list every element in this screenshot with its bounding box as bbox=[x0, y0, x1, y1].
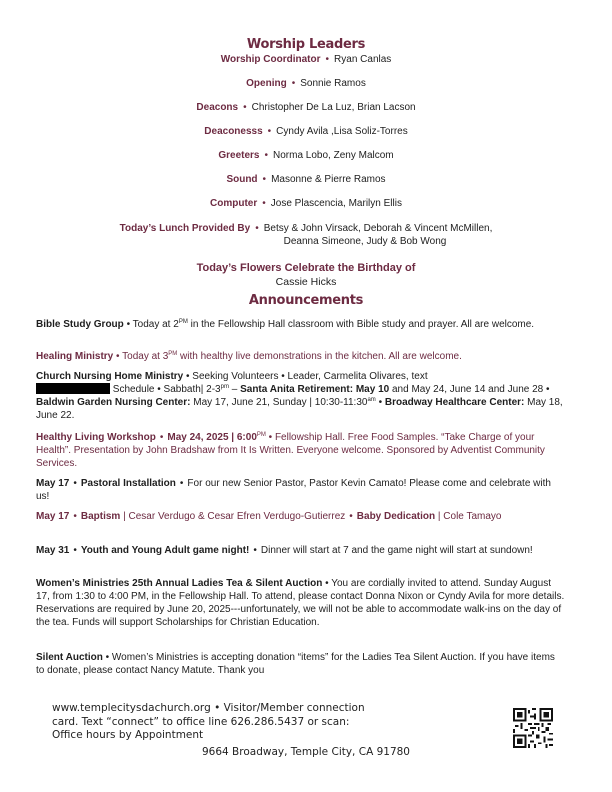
leader-row-greeters: Greeters • Norma Lobo, Zeny Malcom bbox=[218, 150, 394, 161]
announcement-heading: Healthy Living Workshop bbox=[36, 432, 156, 443]
announcement-youth-game-night: May 31 • Youth and Young Adult game night! • Dinner will start at 7 and the game night will start at sundown! bbox=[36, 545, 533, 556]
leader-role: Deaconesss bbox=[204, 126, 263, 137]
leader-row-lunch: Today’s Lunch Provided By • Betsy & John Virsack, Deborah & Vincent McMillen, Deanna Simeone, Judy & Bob Wong bbox=[119, 223, 493, 247]
leader-names: Ryan Canlas bbox=[334, 54, 392, 65]
flowers-title: Today’s Flowers Celebrate the Birthday of bbox=[196, 262, 416, 274]
announcement-heading: Silent Auction bbox=[36, 652, 103, 663]
leader-names: Norma Lobo, Zeny Malcom bbox=[273, 150, 394, 161]
leader-role: Opening bbox=[246, 78, 287, 89]
leader-row-deaconesses: Deaconesss • Cyndy Avila ,Lisa Soliz-Torres bbox=[204, 126, 408, 137]
leader-names: Cyndy Avila ,Lisa Soliz-Torres bbox=[276, 126, 408, 137]
announcement-heading: Women’s Ministries 25th Annual Ladies Tea & Silent Auction bbox=[36, 578, 323, 589]
leader-row-computer: Computer • Jose Plascencia, Marilyn Ellis bbox=[210, 198, 402, 209]
announcement-heading: Church Nursing Home Ministry bbox=[36, 371, 184, 382]
redacted-phone-block bbox=[36, 383, 110, 394]
announcement-womens-ministries: Women’s Ministries 25th Annual Ladies Tea & Silent Auction • You are cordially invited to attend. Sunday August 17, from 1:30 to 4:00 PM, in the Fellowship Hall. To attend, please contact Donna Nixon or Cyndy Avila for more details. Reservations are required by June 20, 2025---unfortunately, we will not be able to accommodate walk-ins on the day of the tea. Funds will support Scholarships for Christian Education. bbox=[36, 578, 565, 628]
announcements-title: Announcements bbox=[248, 293, 364, 308]
leader-role: Sound bbox=[226, 174, 258, 185]
leader-row-sound: Sound • Masonne & Pierre Ramos bbox=[226, 174, 386, 185]
leader-role: Computer bbox=[210, 198, 258, 209]
announcement-heading: Youth and Young Adult game night! bbox=[80, 545, 250, 556]
lunch-role: Today’s Lunch Provided By bbox=[119, 223, 251, 234]
footer-address: 9664 Broadway, Temple City, CA 91780 bbox=[202, 746, 410, 758]
lunch-names-line2: Deanna Simeone, Judy & Bob Wong bbox=[283, 236, 447, 247]
leader-row-worship-coordinator: Worship Coordinator • Ryan Canlas bbox=[220, 54, 392, 65]
leader-row-opening: Opening • Sonnie Ramos bbox=[246, 78, 366, 89]
worship-leaders-title: Worship Leaders bbox=[246, 37, 366, 52]
leader-role: Greeters bbox=[218, 150, 260, 161]
announcement-baptism: May 17 • Baptism | Cesar Verdugo & Cesar Efren Verdugo-Gutierrez • Baby Dedication | Cole Tamayo bbox=[36, 511, 502, 522]
announcement-heading: Baptism bbox=[80, 511, 121, 522]
announcement-silent-auction: Silent Auction • Women’s Ministries is accepting donation “items” for the Ladies Tea Silent Auction. If you have items to donate, please contact Nancy Matute. Thank you bbox=[36, 652, 555, 676]
footer-text-line: card. Text “connect” to office line 626.286.5437 or scan: bbox=[52, 715, 350, 728]
leader-names: Sonnie Ramos bbox=[300, 78, 366, 89]
lunch-names-line1: Betsy & John Virsack, Deborah & Vincent McMillen, bbox=[263, 223, 493, 234]
announcement-heading: Pastoral Installation bbox=[80, 478, 176, 489]
flowers-name: Cassie Hicks bbox=[275, 276, 337, 288]
leader-names: Masonne & Pierre Ramos bbox=[271, 174, 386, 185]
announcement-pastoral-installation: May 17 • Pastoral Installation • For our new Senior Pastor, Pastor Kevin Camato! Please come and celebrate with us! bbox=[36, 478, 551, 502]
qr-code-icon[interactable] bbox=[513, 708, 553, 748]
leader-names: Christopher De La Luz, Brian Lacson bbox=[251, 102, 416, 113]
footer-website-line[interactable]: www.templecitysdachurch.org • Visitor/Member connection bbox=[52, 702, 365, 714]
announcement-healing-ministry: Healing Ministry • Today at $3^{PM}$ with healthy live demonstrations in the kitchen. All are welcome. bbox=[36, 351, 462, 362]
leader-names: Jose Plascencia, Marilyn Ellis bbox=[270, 198, 402, 209]
footer-contact bbox=[52, 702, 472, 743]
announcement-nursing-ministry: Church Nursing Home Ministry • Seeking Volunteers • Leader, Carmelita Olivares, text Schedule • Sabbath| $2-3^{pm}$ – Santa Anita Retirement: May 10 and May 24, June 14 and June 28 • Baldwin Garden Nursing Center: May 17, June 21, Sunday | $10:30-11:30^{am}$ • Broadway Healthcare Center: May 18, June 22. bbox=[36, 371, 563, 421]
leader-role: Deacons bbox=[196, 102, 239, 113]
footer-hours-line: Office hours by Appointment bbox=[52, 729, 204, 741]
announcement-bible-study: Bible Study Group • Today at $2^{PM}$ in the Fellowship Hall classroom with Bible study and prayer. All are welcome. bbox=[36, 319, 535, 330]
announcement-healthy-living: Healthy Living Workshop • May 24, 2025 | $6:00^{PM}$ • Fellowship Hall. Free Food Samples. “Take Charge of your Health”. Presentation by John Bradshaw from It Is Written. Everyone welcome. Sponsored by Adventist Community Services. bbox=[36, 432, 545, 469]
announcement-heading: Healing Ministry bbox=[36, 351, 114, 362]
leader-role: Worship Coordinator bbox=[220, 54, 321, 65]
leader-row-deacons: Deacons • Christopher De La Luz, Brian Lacson bbox=[196, 102, 416, 113]
announcement-heading: Bible Study Group bbox=[36, 319, 124, 330]
